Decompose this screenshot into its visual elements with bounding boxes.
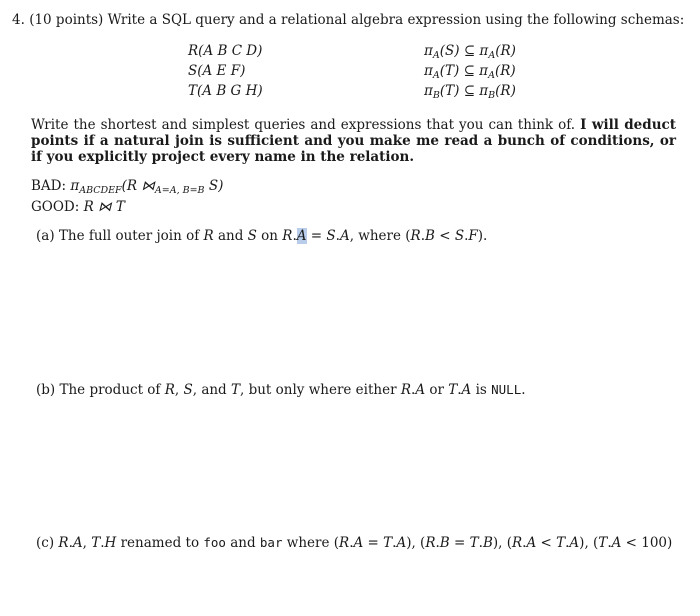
- question-heading: [12, 12, 684, 28]
- good-label: GOOD:: [31, 199, 80, 215]
- constraint-3: $\pi_B(T)$ ⊆ $\pi_B(R)$: [424, 83, 516, 101]
- part-b: (b) The product of R, S, and T, but only where either R.A or T.A is NULL.: [36, 382, 526, 398]
- instructions-normal: Write the shortest and simplest queries and expressions that you can think of.: [31, 117, 581, 133]
- part-a-label: (a): [36, 228, 55, 244]
- constraint-1: $\pi_A(S)$ ⊆ $\pi_A(R)$: [424, 43, 516, 61]
- instructions-bold: I will deduct points if a natural join is sufficient and you make me read a bunch of conditions, or if you explicitly project every name in the relation.: [31, 117, 676, 165]
- schema-t: T(A B G H): [188, 83, 263, 99]
- bad-expression: $\pi_{ABCDEF}(R$ $⋈_{A=A, B=B}$ S): [70, 178, 224, 196]
- good-expression: R ⋈ T: [83, 199, 125, 215]
- question-points: (10 points): [29, 12, 104, 28]
- part-c-label: (c): [36, 535, 55, 551]
- part-c: (c) R.A, T.H renamed to foo and bar where (R.A = T.A), (R.B = T.B), (R.A < T.A), (T.A < 100): [36, 535, 673, 551]
- instructions-paragraph: [31, 117, 676, 165]
- part-b-label: (b): [36, 382, 56, 398]
- question-number: 4.: [12, 12, 25, 28]
- constraint-2: $\pi_A(T)$ ⊆ $\pi_A(R)$: [424, 63, 516, 81]
- good-example: [31, 199, 125, 215]
- bad-label: BAD:: [31, 178, 67, 194]
- schema-r: R(A B C D): [188, 43, 263, 59]
- question-prompt: Write a SQL query and a relational algebra expression using the following schemas:: [107, 12, 685, 28]
- bad-example: [31, 178, 223, 196]
- part-a: (a) The full outer join of R and S on R.A = S.A, where (R.B < S.F).: [36, 228, 488, 244]
- schema-s: S(A E F): [188, 63, 246, 79]
